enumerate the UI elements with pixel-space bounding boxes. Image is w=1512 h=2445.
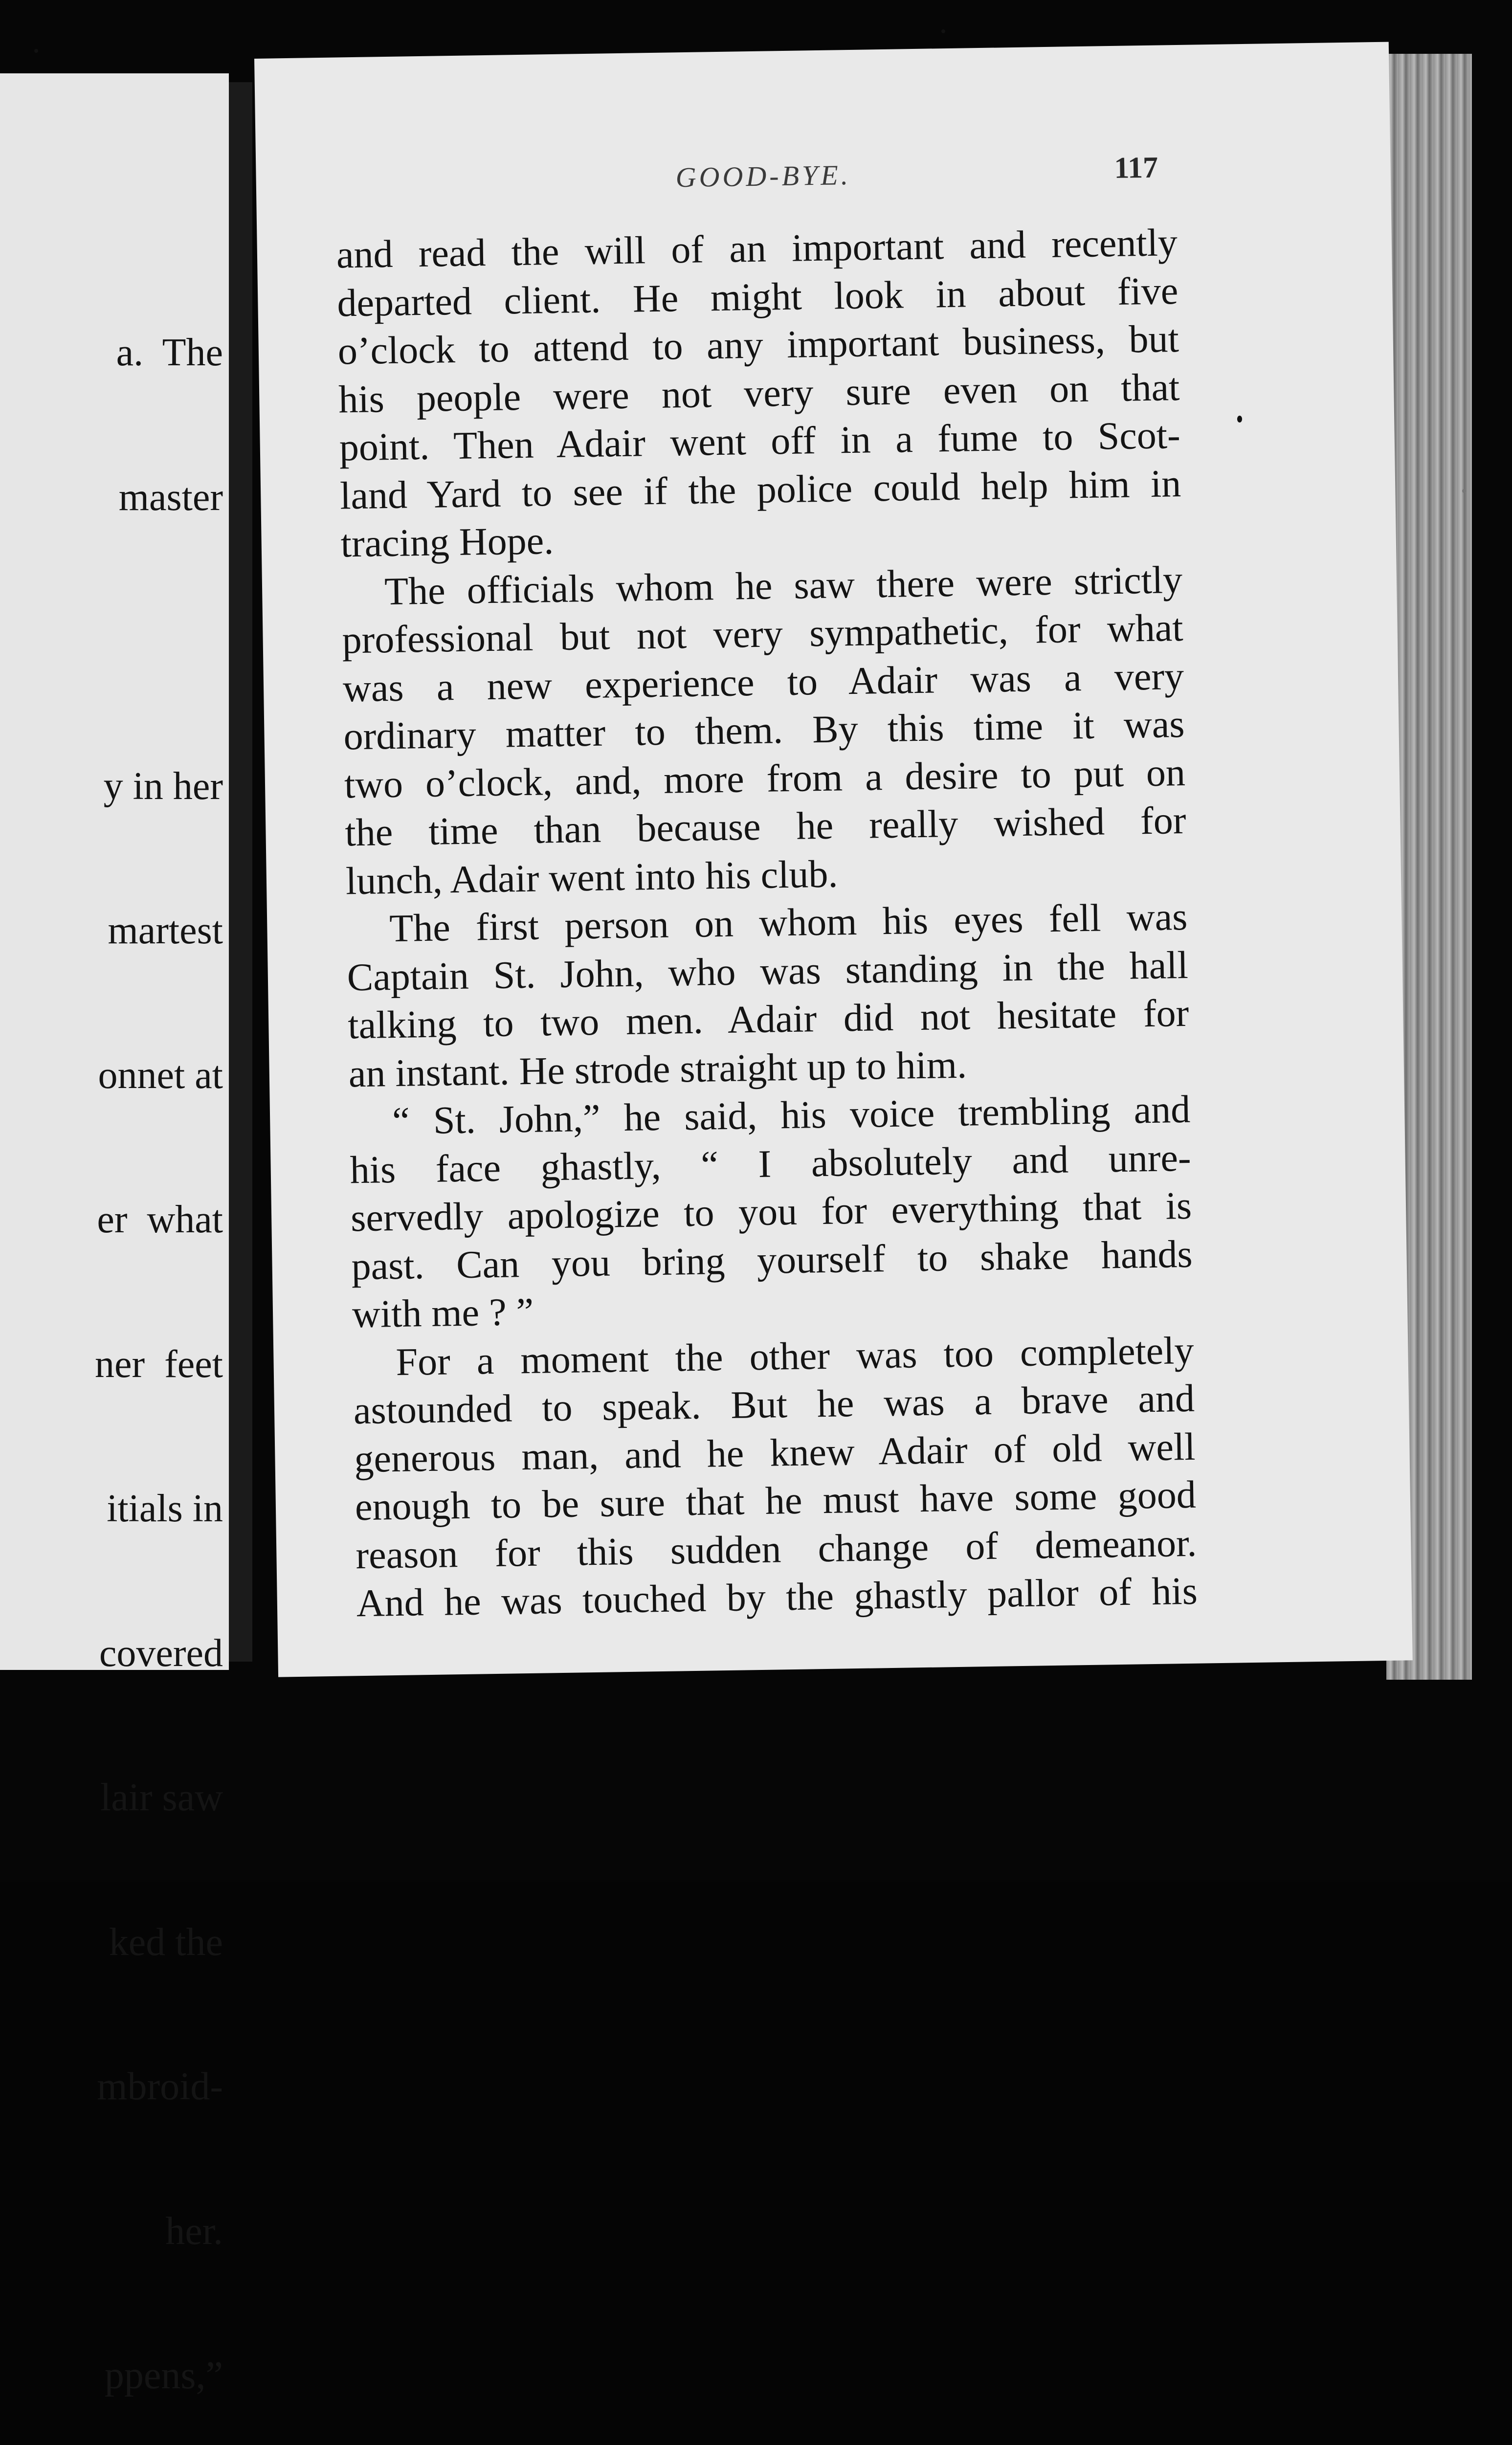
text-line: point. Then Adair went off in a fume to Scot-	[339, 413, 1181, 469]
dust-speck	[1237, 416, 1242, 422]
text-line: and read the will of an important and recently	[336, 221, 1178, 277]
page-body-text	[336, 219, 1198, 1628]
left-line	[95, 618, 223, 666]
text-line: astounded to speak. But he was a brave and	[353, 1377, 1195, 1433]
text-line: his face ghastly, “ I absolutely and unre-	[350, 1136, 1192, 1192]
text-line: The officials whom he saw there were strictly	[384, 558, 1183, 613]
left-line: ked the	[109, 1920, 223, 1964]
text-line: servedly apologize to you for everything that is	[350, 1184, 1192, 1240]
text-line: And he was touched by the ghastly pallor of his	[356, 1569, 1198, 1625]
text-line: generous man, and he knew Adair of old well	[354, 1425, 1196, 1481]
text-line: an instant. He strode straight up to him.	[348, 1043, 967, 1095]
left-line: master	[118, 475, 223, 519]
text-line: land Yard to see if the police could help him in	[339, 462, 1181, 517]
text-line: was a new experience to Adair was a very	[342, 654, 1184, 710]
text-line: For a moment the other was too completely	[395, 1329, 1195, 1384]
text-line: The first person on whom his eyes fell was	[389, 895, 1188, 951]
dust-speck	[1462, 489, 1466, 493]
text-line: ordinary matter to them. By this time it was	[343, 702, 1185, 758]
text-line: Captain St. John, who was standing in the hall	[347, 943, 1189, 999]
text-line: professional but not very sympathetic, for what	[342, 606, 1184, 662]
book-gutter	[229, 82, 252, 1662]
text-line: “ St. John,” he said, his voice trembling and	[392, 1088, 1191, 1143]
left-line: y in her	[103, 764, 223, 808]
left-line: ner feet	[94, 1342, 223, 1386]
left-line: martest	[108, 909, 223, 952]
text-line: his people were not very sure even on that	[338, 365, 1180, 422]
left-line: onnet at	[98, 1053, 223, 1097]
left-line: ppens,”	[104, 2354, 223, 2397]
running-head: GOOD-BYE.	[675, 158, 851, 194]
left-line: mbroid-	[97, 2065, 223, 2108]
text-line: talking to two men. Adair did not hesitate for	[347, 991, 1189, 1047]
text-line: reason for this sudden change of demeanor.	[355, 1521, 1197, 1577]
text-line: with me ? ”	[352, 1290, 534, 1336]
text-line: departed client. He might look in about five	[336, 269, 1178, 325]
left-line: a. The	[116, 331, 223, 374]
left-line: covered	[99, 1631, 223, 1675]
text-line: tracing Hope.	[340, 519, 554, 566]
text-line: the time than because he really wished for	[344, 799, 1186, 855]
left-line: lair saw	[100, 1776, 223, 1819]
dust-speck	[941, 29, 945, 33]
left-line: itials in	[107, 1487, 223, 1530]
left-line: er what	[97, 1198, 223, 1241]
left-line: her.	[165, 2209, 223, 2253]
text-line: past. Can you bring yourself to shake hands	[351, 1232, 1193, 1288]
text-line: enough to be sure that he must have some good	[355, 1473, 1197, 1529]
dust-speck	[34, 49, 38, 53]
left-page	[0, 73, 229, 2397]
page-number: 117	[1114, 151, 1158, 185]
left-page-text	[95, 232, 223, 2445]
text-line: lunch, Adair went into his club.	[345, 852, 839, 903]
right-page	[254, 42, 1413, 1677]
text-line: o’clock to attend to any important business, but	[337, 317, 1179, 373]
text-line: two o’clock, and, more from a desire to put on	[344, 751, 1186, 806]
